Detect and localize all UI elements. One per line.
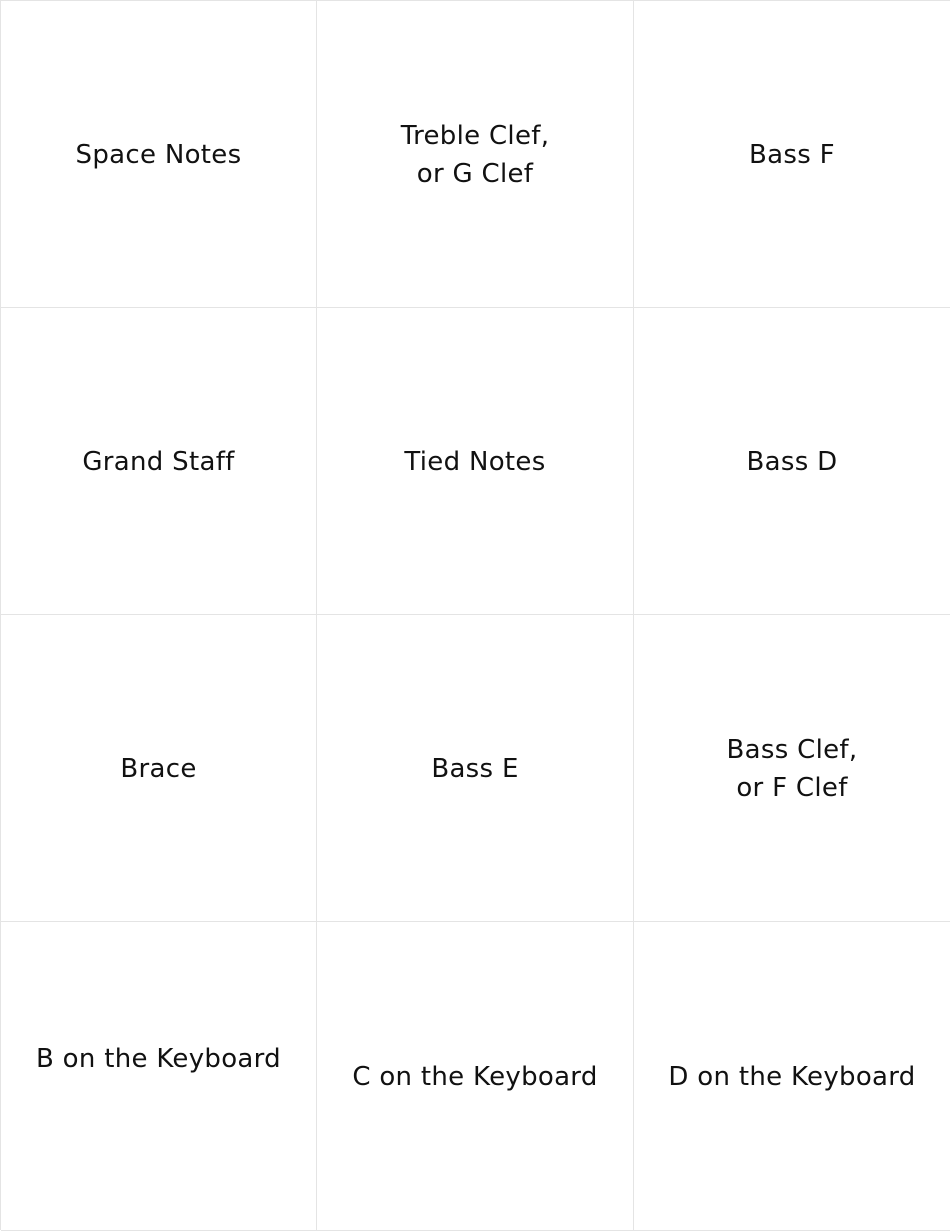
flashcard-b-keyboard	[1, 922, 317, 1231]
flashcard-bass-e	[317, 615, 634, 922]
card-label	[317, 117, 633, 193]
card-label	[1, 1040, 316, 1078]
card-label	[634, 731, 950, 807]
card-label	[317, 750, 633, 788]
card-label-line: D on the Keyboard	[668, 1062, 916, 1092]
card-label	[317, 1058, 633, 1096]
flashcard-treble-clef	[317, 1, 634, 308]
card-label-line: B on the Keyboard	[35, 1044, 281, 1074]
flashcard-tied-notes	[317, 308, 634, 615]
card-label-line: Bass E	[431, 754, 519, 784]
card-label	[634, 1058, 950, 1096]
card-label	[634, 443, 950, 481]
card-label	[634, 136, 950, 174]
card-label-line: Space Notes	[75, 140, 242, 170]
flashcard-space-notes	[1, 1, 317, 308]
card-label	[317, 443, 633, 481]
card-label-line: Bass Clef,	[726, 735, 858, 765]
flashcard-d-keyboard	[634, 922, 950, 1231]
card-label-line: Bass F	[749, 140, 835, 170]
card-label-line: Grand Staff	[82, 447, 235, 477]
flashcard-brace	[1, 615, 317, 922]
card-label-line: Tied Notes	[404, 447, 546, 477]
card-label-line: Brace	[120, 754, 197, 784]
card-label-line: Treble Clef,	[400, 121, 550, 151]
flashcard-bass-d	[634, 308, 950, 615]
flashcard-bass-f	[634, 1, 950, 308]
card-label	[1, 443, 316, 481]
card-label	[1, 136, 316, 174]
card-label-line: or F Clef	[736, 773, 848, 803]
card-label	[1, 750, 316, 788]
card-label-line: C on the Keyboard	[352, 1062, 598, 1092]
flashcard-bass-clef	[634, 615, 950, 922]
flashcard-grand-staff	[1, 308, 317, 615]
card-label-line: Bass D	[746, 447, 838, 477]
card-label-line: or G Clef	[416, 159, 534, 189]
flashcard-c-keyboard	[317, 922, 634, 1231]
